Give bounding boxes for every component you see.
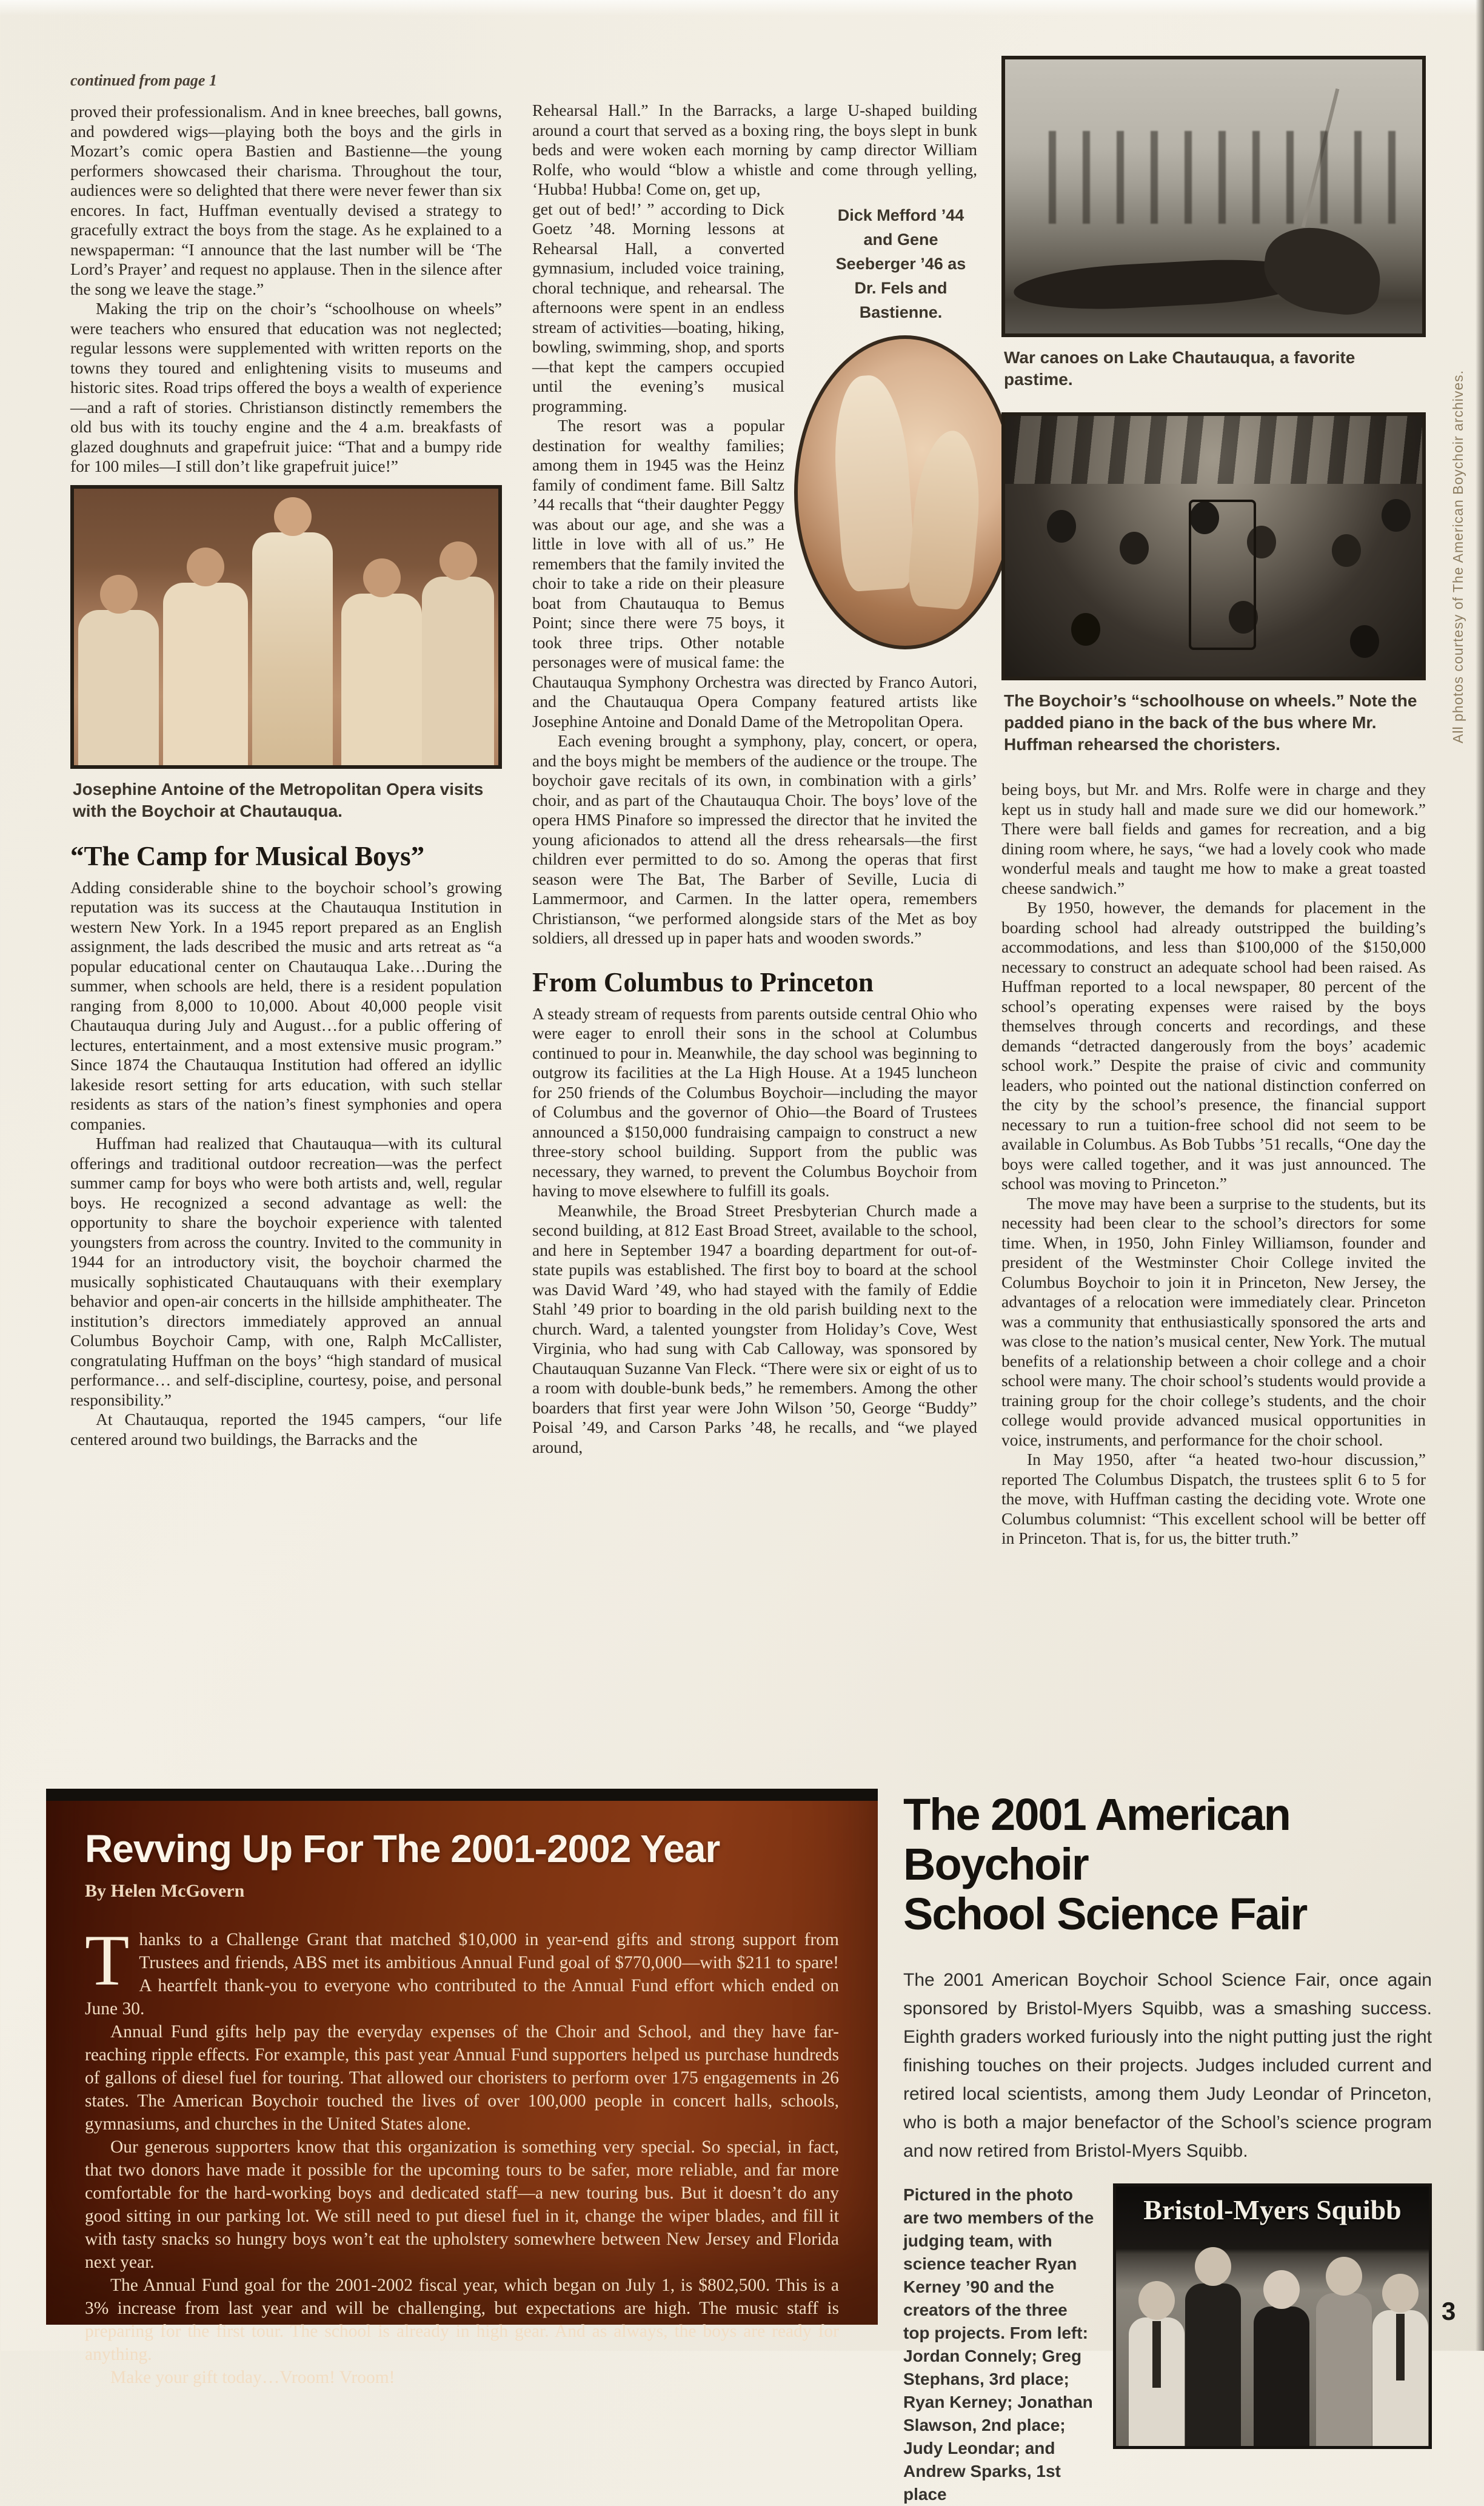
- schoolhouse-bus-photo: [1001, 412, 1426, 680]
- paragraph: A steady stream of requests from parents outside central Ohio who were eager to enroll their sons in the school at Columbus continued to pour in. Meanwhile, the day school was beginning to outgrow its facilities at the La High House. At a 1945 luncheon for 250 friends of the Columbus Boychoir—including the mayor of Columbus and the governor of Ohio—the Board of Trustees announced a $150,000 fundraising campaign to construct a new three-story school building. Support from the public was necessary, they warned, to prevent the Columbus Boychoir from having to move elsewhere to fulfill its goals.: [532, 1003, 977, 1200]
- top-rule: [46, 1789, 878, 1801]
- paragraph: The 2001 American Boychoir School Science Fair, once again sponsored by Bristol-Myers Squibb, was a smashing success. Eighth graders worked furiously into the night putting just the right finishing touches on their projects. Judges included current and retired local scientists, among them Judy Leondar of Princeton, who is both a major benefactor of the School’s science program and now retired from Bristol-Myers Squibb.: [903, 1970, 1432, 2161]
- paragraph: [532, 199, 977, 417]
- section-heading: “The Camp for Musical Boys”: [70, 840, 425, 871]
- photo-figure: [1254, 2307, 1309, 2446]
- paragraph: In May 1950, after “a heated two-hour discussion,” reported The Columbus Dispatch, the trustees split 6 to 5 for the move, with Huffman casting the deciding vote. Wrote one Columbus columnist: “This excellent school will be better off in Princeton. That is, for us, the bitter truth.”: [1001, 1450, 1426, 1547]
- column-middle: [532, 101, 977, 1457]
- costumed-performers-photo: [794, 335, 1016, 649]
- paragraph: Adding considerable shine to the boychoir school’s growing reputation was its success at the Chautauqua Institution in western New York. In a 1945 report prepared as an English assignment, the lads described the music and arts retreat as “a popular educational center on Chautauqua Lake…During the summer, when schools are held, there is a resident population ranging from 8,000 to 10,000. About 40,000 people visit Chautauqua during July and August…for a public offering of lectures, entertainment, and a most extensive music program.” Since 1874 the Chautauqua Institution had offered an idyllic lakeside resort setting for arts education, with such stellar residents as stars of the nation’s finest symphonies and opera companies.: [70, 877, 502, 1133]
- photo-figure: [422, 577, 494, 765]
- scan-edge-top: [0, 0, 1484, 16]
- photo-detail: [1259, 223, 1385, 318]
- photo-credit: All photos courtesy of The American Boychoir archives.: [1450, 369, 1466, 743]
- photo-detail: [1005, 416, 1422, 484]
- photo-caption: War canoes on Lake Chautauqua, a favorite pastime.: [1004, 348, 1355, 389]
- photo-detail: [1189, 500, 1256, 651]
- annual-fund-byline: By Helen McGovern: [85, 1881, 245, 1901]
- paragraph: [85, 1920, 839, 2020]
- paragraph: proved their professionalism. And in knee breeches, ball gowns, and powdered wigs—playing both the boys and the girls in Mozart’s comic opera Bastien and Bastienne—the young performers showcased their charisma. Throughout the tour, audiences were so delighted that there were never fewer than six encores. In fact, Huffman eventually devised a strategy to gracefully extract the boys from the stage. As he explained to a newspaperman: “I announce that the last number will be ‘The Lord’s Prayer’ and request no applause. Then in the silence after the song we leave the stage.”: [70, 102, 502, 298]
- photo-figure: [252, 532, 333, 765]
- paragraph: Meanwhile, the Broad Street Presbyterian Church made a second building, at 812 East Broad Street, available to the school, and here in September 1947 a boarding department for out-of-state pupils was established. The first boy to board at the school was David Ward ’49, who had stayed with the family of Eddie Stahl ’49 prior to boarding in the old parish building next to the church. Ward, a talented youngster from Holiday’s Cove, West Virginia, who had sung with Cab Calloway, was sponsored by Chautauquan Suzanne Van Fleck. “There were six or eight of us to a room with double-bunk beds,” he remembers. Among the other boarders that first year were John Wilson ’50, George “Buddy” Poisal ’49, and Carson Parks ’48, he recalls, and “we played around,: [532, 1201, 977, 1456]
- inset-photo-caption: Dick Mefford ’44 and Gene Seeberger ’46 as Dr. Fels and Bastienne.: [835, 206, 966, 321]
- science-fair-photo: [1113, 2183, 1432, 2449]
- paragraph: Each evening brought a symphony, play, concert, or opera, and the boys might be members of the audience or the troupe. The boychoir gave recitals of its own, in combination with a girls’ choir, and as part of the Chautauqua Choir. The boys’ love of the opera HMS Pinafore so impressed the director that he invited the young aficionados to attend all the dress rehearsals—the first children ever permitted to do so. Among the operas that first season were The Bat, The Barber of Seville, Lucia di Lammermoor, and Carmen. In the latter opera, remembers Christianson, “we performed alongside stars of the Met as boy soldiers, all dressed up in paper hats and wooden swords.”: [532, 731, 977, 947]
- science-fair-photo-row: [903, 2183, 1432, 2506]
- dropcap: T: [85, 1920, 130, 2000]
- paragraph: Huffman had realized that Chautauqua—with its cultural offerings and traditional outdoor recreation—was the perfect summer camp for boys who were both artists and, well, regular boys. He recognized a second advantage as well: the opportunity to share the boychoir experience with talented youngsters from across the country. Invited to the community in 1944 for an introductory visit, the boychoir charmed the musically sophisticated Chautauquans with their exemplary behavior and open-air concerts in the hillside amphitheater. The institution’s directors immediately approved an annual Columbus Boychoir Camp, with one, Ralph McCallister, congratulating Huffman on the boys’ “high standard of musical performance… and self-discipline, courtesy, poise, and personal responsibility.”: [70, 1134, 502, 1409]
- paragraph: The Annual Fund goal for the 2001-2002 fiscal year, which began on July 1, is $802,500. This is a 3% increase from last year and will be challenging, but expectations are high. The music staff is preparing for the first tour. The school is already in high gear. And as always, the boys are ready for anything.: [85, 2276, 839, 2364]
- photo-detail: [1047, 510, 1076, 543]
- photo-detail: [1022, 131, 1406, 224]
- war-canoes-photo: [1001, 56, 1426, 337]
- paragraph: By 1950, however, the demands for placement in the boarding school had already outstripped the building’s accommodations, and less than $100,000 of the $150,000 necessary to construct an adequate school had been raised. As Huffman reported to a local newspaper, 80 percent of the school’s operating expenses were raised by the boys themselves through concerts and recordings, and these demands “detracted dangerously from the boys’ academic school work.” Despite the praise of civic and community leaders, who pointed out the national distinction conferred on the city by the school’s presence, the financial support necessary to run a tuition-free school did not seem to be available in Columbus. As Bob Tubbs ’51 recalls, “One day the boys were called together, and it was just announced. The school was moving to Princeton.”: [1001, 898, 1426, 1193]
- section-heading: From Columbus to Princeton: [532, 967, 874, 997]
- josephine-antoine-photo: [70, 485, 502, 769]
- photo-figure: [1129, 2317, 1185, 2446]
- sponsor-banner: Bristol-Myers Squibb: [1143, 2194, 1402, 2225]
- annual-fund-content: [46, 1801, 878, 2389]
- photo-caption: Josephine Antoine of the Metropolitan Opera visits with the Boychoir at Chautauqua.: [73, 779, 484, 820]
- title-line: The 2001 American Boychoir: [903, 1789, 1290, 1889]
- science-fair-title: [903, 1790, 1432, 1939]
- paragraph: The move may have been a surprise to the students, but its necessity had been clear to the school’s directors for some time. When, in 1950, John Finley Williamson, founder and president of the Westminster Choir College invited the Columbus Boychoir to join it in Princeton, New Jersey, the advantages of a relocation were immediately clear. Princeton was a community that enthusiastically sponsored the arts and was close to the nation’s musical center, New York. The mutual benefits of a relationship between a choir college and a choir school were many. The choir school’s students would provide a training group for the choir college’s students, and the choir college would provide advanced musical opportunities in voice, instruments, and performance for the choir school.: [1001, 1193, 1426, 1449]
- science-fair-section: [903, 1790, 1432, 2506]
- paragraph: Rehearsal Hall.” In the Barracks, a large U-shaped building around a court that served as a boxing ring, the boys slept in bunk beds and were woken each morning by camp director William Rolfe, who would “blow a whistle and come through yelling, ‘Hubba! Hubba! Come on, get up,: [532, 101, 977, 198]
- paragraph: Making the trip on the choir’s “schoolhouse on wheels” were teachers who ensured that education was not neglected; regular lessons were supplemented with written reports on the towns they toured and enlightening visits to museums and historic sites. Road trips offered the boys a wealth of experience—and a raft of stories. Christianson distinctly remembers the old bus with its touchy engine and the 4 a.m. breakfasts of glazed doughnuts and grapefruit juice: “That and a bumpy ride for 100 miles—I still don’t like grapefruit juice!”: [70, 299, 502, 475]
- scan-edge-right: [1476, 0, 1484, 2351]
- column-left: [70, 72, 502, 1449]
- paragraph: Our generous supporters know that this organization is something very special. So special, in fact, that two donors have made it possible for the upcoming tours to be safer, more reliable, and far more comfortable for the hard-working boys and dedicated staff—a new touring bus. But it doesn’t do any good sitting in our parking lot. We still need to put diesel fuel in it, change the wiper blades, and fill it with tasty snacks so hungry boys won’t eat the upholstery somewhere between New Jersey and Florida next year.: [85, 2137, 839, 2272]
- photo-figure: [1185, 2283, 1241, 2446]
- page-number: 3: [1442, 2297, 1456, 2325]
- photo-figure: [1316, 2293, 1372, 2446]
- photo-caption: The Boychoir’s “schoolhouse on wheels.” Note the padded piano in the back of the bus where Mr. Huffman rehearsed the choristers.: [1004, 691, 1417, 754]
- title-line: School Science Fair: [903, 1889, 1307, 1939]
- continued-note: continued from page 1: [70, 72, 217, 89]
- paragraph: Make your gift today…Vroom! Vroom!: [110, 2368, 395, 2387]
- paragraph-text: get out of bed!’ ” according to Dick Goetz ’48. Morning lessons at Rehearsal Hall, a converted gymnasium, included voice training, choral technique, and rehearsal. The afternoons were spent in an endless stream of activities—boating, hiking, bowling, swimming, shop, and sports—that kept the campers occupied until the evening’s musical programming.: [532, 199, 784, 415]
- annual-fund-title: Revving Up For The 2001-2002 Year: [85, 1827, 720, 1871]
- photo-figure: [1372, 2310, 1428, 2446]
- photo-figure: [163, 583, 248, 765]
- paragraph: being boys, but Mr. and Mrs. Rolfe were in charge and they kept us in study hall and made sure we did our homework.” There were ball fields and games for recreation, and a big dining room where, he says, “we had a lovely cook who made wonderful meals and taught me how to make a great toasted cheese sandwich.”: [1001, 780, 1426, 897]
- paragraph-text: hanks to a Challenge Grant that matched $10,000 in year-end gifts and strong support from Trustees and friends, ABS met its ambitious Annual Fund goal of $770,000—with $211 to spare! A heartfelt thank-you to everyone who contributed to the Annual Fund effort which ended on June 30.: [85, 1930, 839, 2019]
- photo-figure: [341, 594, 422, 765]
- annual-fund-section: [46, 1789, 878, 2387]
- paragraph: Annual Fund gifts help pay the everyday expenses of the Choir and School, and they have far-reaching ripple effects. For example, this past year Annual Fund supporters helped us purchase hundreds of gallons of diesel fuel for touring. That allowed our choristers to perform over 175 engagements in 26 states. The American Boychoir touched the lives of over 100,000 people in concert halls, schools, gymnasiums, and churches in the United States alone.: [85, 2022, 839, 2134]
- photo-caption: Pictured in the photo are two members of the judging team, with science teacher Ryan Kerney ’90 and the creators of the three top projects. From left: Jordan Connely; Greg Stephans, 3rd place; Ryan Kerney; Jonathan Slawson, 2nd place; Judy Leondar; and Andrew Sparks, 1st place: [903, 2185, 1094, 2504]
- photo-figure: [78, 610, 159, 765]
- paragraph: The resort was a popular destination for wealthy families; among them in 1945 was the Heinz family of condiment fame. Bill Saltz ’44 recalls that “their daughter Peggy was about our age, and she was a little in love with all of us.” He remembers that the family invited the choir to take a ride on their pleasure boat from Chautauqua to Bemus Point; since there were 75 boys, it took three trips. Other notable personages were of musical fame: the Chautauqua Symphony Orchestra was directed by Franco Autori, and the Chautauqua Opera Company featured artists like Josephine Antoine and Donald Dame of the Metropolitan Opera.: [532, 416, 977, 731]
- inset-float: [800, 203, 977, 649]
- column-right: [1001, 56, 1426, 1549]
- paragraph: At Chautauqua, reported the 1945 campers, “our life centered around two buildings, the Barracks and the: [70, 1410, 502, 1449]
